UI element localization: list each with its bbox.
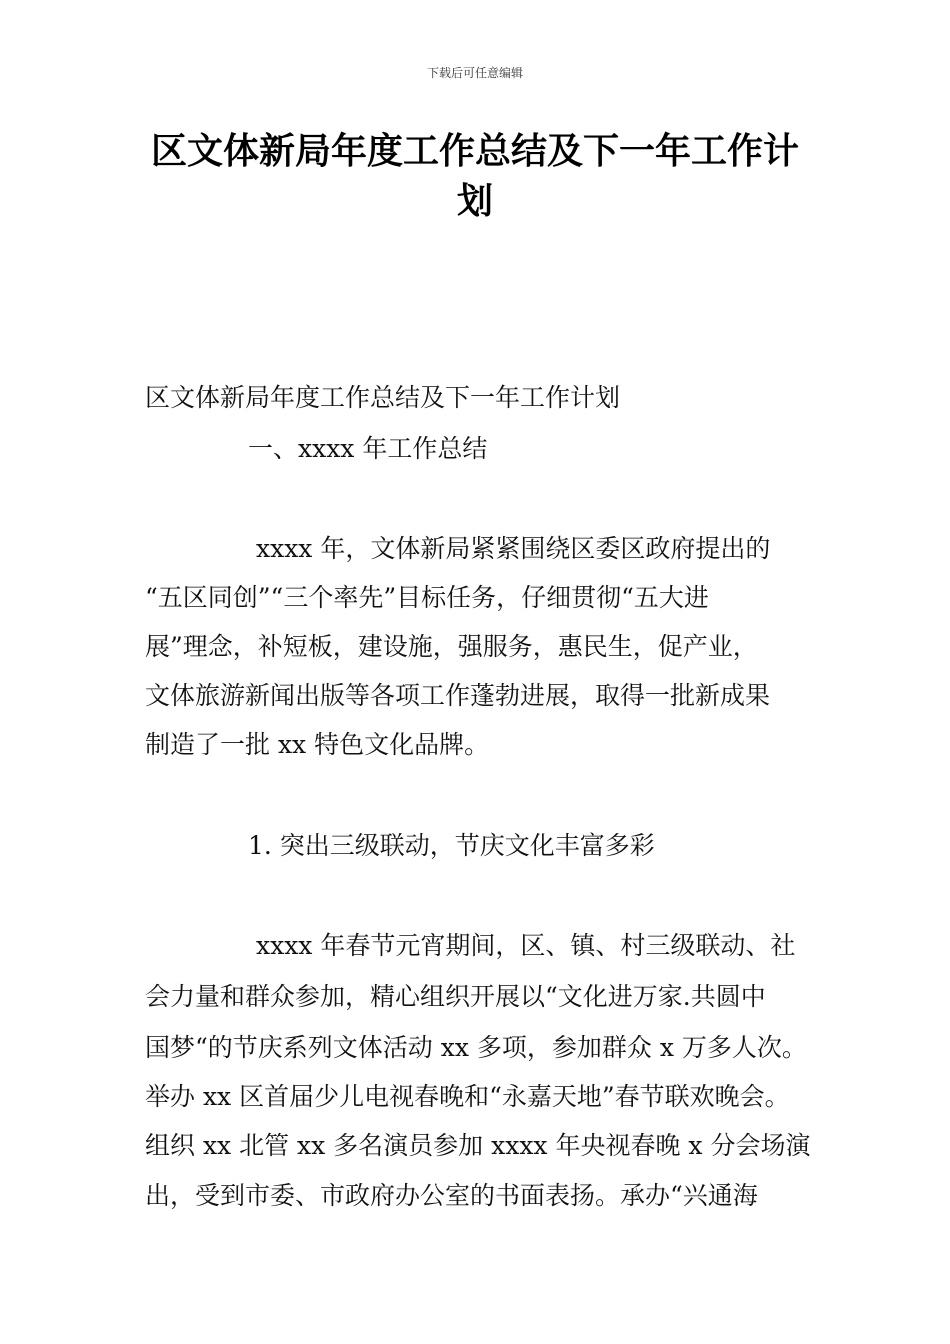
paragraph-line: 会力量和群众参加，精心组织开展以“文化进万家.共圆中 [145,982,766,1011]
paragraph-line: “五区同创”“三个率先”目标任务，仔细贯彻“五大进 [145,583,709,612]
paragraph-line: 举办 xx 区首届少儿电视春晚和“永嘉天地”春节联欢晚会。 [145,1082,790,1111]
paragraph-line: 国梦“的节庆系列文体活动 xx 多项，参加群众 x 万多人次。 [145,1033,807,1062]
paragraph-line: 出，受到市委、市政府办公室的书面表扬。承办“兴通海 [145,1181,758,1210]
header-note: 下载后可任意编辑 [426,66,523,80]
subsection-heading: 1. 突出三级联动，节庆文化丰富多彩 [248,831,655,860]
title-line: 划 [456,181,493,222]
paragraph-line: 组织 xx 北管 xx 多名演员参加 xxxx 年央视春晚 x 分会场演 [145,1131,811,1160]
document-title [140,127,810,227]
paragraph-line: xxxx 年，文体新局紧紧围绕区委区政府提出的 [256,534,771,563]
paragraph-line: 文体旅游新闻出版等各项工作蓬勃进展，取得一批新成果 [145,681,771,710]
title-line: 区文体新局年度工作总结及下一年工作计 [150,131,799,172]
paragraph-line: 展”理念，补短板，建设施，强服务，惠民生，促产业， [145,632,758,661]
paragraph-line: 制造了一批 xx 特色文化品牌。 [145,730,490,759]
paragraph-line: xxxx 年春节元宵期间，区、镇、村三级联动、社 [256,931,796,960]
doc-heading: 区文体新局年度工作总结及下一年工作计划 [145,383,621,412]
section-heading: 一、xxxx 年工作总结 [248,434,488,463]
